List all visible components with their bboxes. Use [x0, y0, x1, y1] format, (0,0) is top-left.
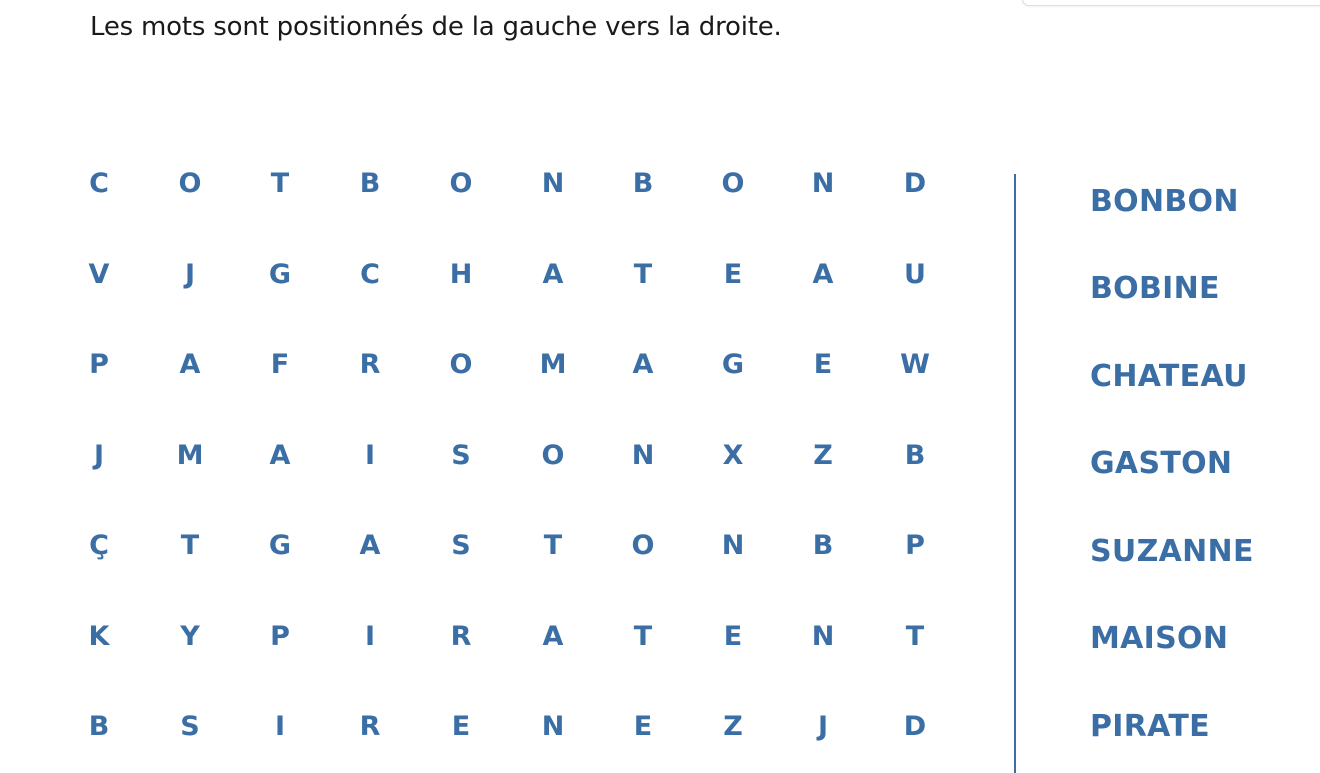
grid-cell[interactable]: P: [89, 349, 109, 380]
grid-cell[interactable]: E: [451, 711, 471, 742]
grid-cell[interactable]: B: [632, 168, 654, 199]
grid-cell[interactable]: I: [364, 440, 376, 471]
grid-cell[interactable]: O: [541, 440, 565, 471]
grid-cell[interactable]: M: [539, 349, 567, 380]
grid-cell[interactable]: U: [904, 259, 926, 290]
grid-cell[interactable]: S: [451, 530, 471, 561]
word-list-item: MAISON: [1090, 621, 1229, 656]
grid-cell[interactable]: N: [631, 440, 655, 471]
grid-cell[interactable]: N: [721, 530, 745, 561]
grid-cell[interactable]: A: [632, 349, 654, 380]
word-list-item: SUZANNE: [1090, 534, 1254, 569]
grid-cell[interactable]: A: [359, 530, 381, 561]
grid-cell[interactable]: P: [270, 621, 290, 652]
grid-cell[interactable]: F: [270, 349, 290, 380]
grid-cell[interactable]: T: [180, 530, 200, 561]
grid-cell[interactable]: J: [184, 259, 196, 290]
grid-cell[interactable]: O: [449, 168, 473, 199]
grid-cell[interactable]: N: [811, 621, 835, 652]
grid-cell[interactable]: D: [903, 168, 927, 199]
grid-cell[interactable]: B: [359, 168, 381, 199]
word-list-item: BONBON: [1090, 184, 1239, 219]
grid-cell[interactable]: J: [93, 440, 105, 471]
grid-cell[interactable]: P: [905, 530, 925, 561]
word-list-item: GASTON: [1090, 446, 1233, 481]
grid-cell[interactable]: S: [451, 440, 471, 471]
grid-cell[interactable]: Z: [813, 440, 833, 471]
word-list: [1090, 0, 1320, 773]
grid-cell[interactable]: G: [721, 349, 745, 380]
word-list-item: PIRATE: [1090, 709, 1210, 744]
grid-cell[interactable]: R: [359, 349, 381, 380]
grid-cell[interactable]: O: [631, 530, 655, 561]
grid-cell[interactable]: E: [723, 259, 743, 290]
grid-cell[interactable]: T: [905, 621, 925, 652]
grid-cell[interactable]: N: [541, 168, 565, 199]
instruction-text: Les mots sont positionnés de la gauche vers la droite.: [90, 12, 782, 42]
grid-cell[interactable]: A: [269, 440, 291, 471]
grid-cell[interactable]: G: [268, 259, 292, 290]
grid-cell[interactable]: K: [88, 621, 110, 652]
grid-cell[interactable]: C: [360, 259, 380, 290]
grid-cell[interactable]: D: [903, 711, 927, 742]
word-list-item: BOBINE: [1090, 271, 1220, 306]
grid-cell[interactable]: M: [176, 440, 204, 471]
grid-cell[interactable]: O: [178, 168, 202, 199]
grid-cell[interactable]: R: [450, 621, 472, 652]
grid-cell[interactable]: O: [449, 349, 473, 380]
grid-cell[interactable]: J: [817, 711, 829, 742]
grid-cell[interactable]: I: [364, 621, 376, 652]
grid-cell[interactable]: N: [811, 168, 835, 199]
grid-cell[interactable]: E: [813, 349, 833, 380]
grid-cell[interactable]: T: [543, 530, 563, 561]
grid-cell[interactable]: B: [904, 440, 926, 471]
grid-cell[interactable]: V: [88, 259, 110, 290]
grid-cell[interactable]: S: [180, 711, 200, 742]
grid-cell[interactable]: W: [900, 349, 930, 380]
grid-cell[interactable]: Ç: [89, 530, 109, 561]
grid-cell[interactable]: Y: [180, 621, 200, 652]
word-list-item: CHATEAU: [1090, 359, 1248, 394]
grid-cell[interactable]: C: [89, 168, 109, 199]
grid-cell[interactable]: H: [449, 259, 473, 290]
grid-cell[interactable]: X: [722, 440, 744, 471]
grid-cell[interactable]: Z: [723, 711, 743, 742]
grid-cell[interactable]: G: [268, 530, 292, 561]
grid-cell[interactable]: I: [274, 711, 286, 742]
grid-cell[interactable]: E: [723, 621, 743, 652]
grid-cell[interactable]: A: [542, 259, 564, 290]
grid-cell[interactable]: N: [541, 711, 565, 742]
grid-cell[interactable]: E: [633, 711, 653, 742]
grid-cell[interactable]: T: [270, 168, 290, 199]
grid-cell[interactable]: T: [633, 621, 653, 652]
grid-cell[interactable]: B: [88, 711, 110, 742]
grid-divider: [1014, 174, 1016, 773]
grid-cell[interactable]: A: [812, 259, 834, 290]
grid-cell[interactable]: A: [179, 349, 201, 380]
grid-cell[interactable]: O: [721, 168, 745, 199]
grid-cell[interactable]: B: [812, 530, 834, 561]
grid-cell[interactable]: T: [633, 259, 653, 290]
grid-cell[interactable]: R: [359, 711, 381, 742]
grid-cell[interactable]: A: [542, 621, 564, 652]
